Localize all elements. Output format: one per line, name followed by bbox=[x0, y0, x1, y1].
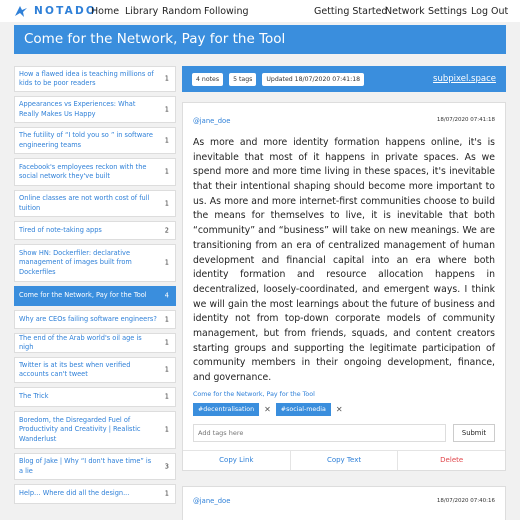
add-tag-row bbox=[193, 424, 495, 442]
sidebar-item-label: Why are CEOs failing software engineers? bbox=[19, 314, 157, 323]
sidebar-item-count: 1 bbox=[164, 74, 169, 83]
sidebar-item[interactable] bbox=[14, 127, 176, 154]
brand[interactable] bbox=[14, 4, 97, 18]
sidebar-item[interactable] bbox=[14, 66, 176, 92]
sidebar-item-label: Online classes are not worth cost of full tuition bbox=[19, 194, 150, 212]
sidebar-item[interactable] bbox=[14, 96, 176, 123]
sidebar-item-label: How a flawed idea is teaching millions of kids to be poor readers bbox=[19, 69, 154, 87]
sidebar-item-label: Appearances vs Experiences: What Really Makes Us Happy bbox=[19, 100, 136, 118]
nav-random[interactable]: Random bbox=[162, 6, 202, 17]
sidebar-item-label: Help… Where did all the design... bbox=[19, 489, 130, 498]
sidebar-item-label: Facebook's employees reckon with the social network they've built bbox=[19, 162, 147, 180]
sidebar-item-count: 1 bbox=[164, 198, 169, 207]
note-actions bbox=[183, 450, 505, 470]
nav-library[interactable]: Library bbox=[125, 6, 159, 17]
sidebar-item-count: 1 bbox=[164, 314, 169, 323]
sidebar bbox=[14, 66, 176, 508]
sidebar-item-label: Twitter is at its best when verified accounts can't tweet bbox=[19, 360, 131, 378]
sidebar-item[interactable] bbox=[14, 357, 176, 383]
sidebar-item-label: The futility of “I told you so ” in software engineering teams bbox=[19, 131, 153, 149]
source-site-link[interactable]: subpixel.space bbox=[433, 74, 496, 84]
sidebar-item-label: Come for the Network, Pay for the Tool bbox=[19, 291, 147, 300]
sidebar-item-count: 1 bbox=[164, 104, 169, 113]
tag-chip[interactable]: #decentralisation bbox=[193, 403, 259, 416]
nav-settings[interactable]: Settings bbox=[428, 6, 467, 17]
sidebar-item-label: Tired of note-taking apps bbox=[19, 225, 102, 234]
nav-getting-started[interactable]: Getting Started bbox=[314, 6, 388, 17]
copy-text-button[interactable]: Copy Text bbox=[290, 451, 398, 470]
note-timestamp: 18/07/2020 07:41:18 bbox=[436, 117, 495, 123]
stats-bar bbox=[182, 66, 506, 92]
sidebar-item[interactable] bbox=[14, 221, 176, 240]
remove-tag-icon[interactable]: ✕ bbox=[264, 404, 271, 414]
delete-button[interactable]: Delete bbox=[397, 451, 505, 470]
top-navbar bbox=[0, 0, 520, 22]
sidebar-item[interactable] bbox=[14, 190, 176, 217]
note-text: As more and more identity formation happens online, it's is inevitable that most of it happens in private spaces. As we spend more and more time living in these spaces, it's inevitable that their intentional shaping should become more important to us. As more and more internet-first communities choose to build the means for themselves to live, it is inevitable that both “community” and “business” will take on new meanings. We are transitioning from an era of centralized management of human development and financial capital into an era where both identity formation and resource allocation happens in decentralized, loosely-coordinated, and emergent ways. I think we will gain the most learnings about the future of business and identity not from top-down corporate models of community management, but from friends, squads, and content creators starting groups and supporting the legitimate participation of community members in their ongoing development, finance, and governance. bbox=[193, 137, 495, 383]
submit-button[interactable]: Submit bbox=[453, 424, 495, 442]
sidebar-item-count: 1 bbox=[164, 489, 169, 498]
sidebar-item-count: 4 bbox=[164, 291, 169, 300]
notes-count-badge: 4 notes bbox=[192, 73, 223, 86]
brand-name: NOTADO bbox=[34, 5, 98, 17]
add-tags-input[interactable] bbox=[193, 424, 446, 442]
sidebar-item[interactable] bbox=[14, 453, 176, 480]
copy-link-button[interactable]: Copy Link bbox=[219, 456, 254, 465]
bird-logo-icon bbox=[14, 4, 28, 18]
tag-chip[interactable]: #social-media bbox=[276, 403, 331, 416]
note-timestamp: 18/07/2020 07:40:16 bbox=[436, 498, 495, 504]
sidebar-item-count: 1 bbox=[164, 365, 169, 374]
note-author-link[interactable]: @jane_doe bbox=[193, 117, 231, 125]
sidebar-item[interactable] bbox=[14, 387, 176, 407]
sidebar-item-count: 2 bbox=[164, 225, 169, 234]
sidebar-item-count: 1 bbox=[164, 258, 169, 267]
note-author-link[interactable]: @jane_doe bbox=[193, 497, 231, 505]
sidebar-item[interactable] bbox=[14, 411, 176, 449]
nav-home[interactable]: Home bbox=[91, 6, 120, 17]
sidebar-item-count: 1 bbox=[164, 167, 169, 176]
note-tags bbox=[193, 403, 495, 416]
sidebar-item[interactable] bbox=[14, 158, 176, 186]
main-content bbox=[182, 66, 506, 505]
note-card bbox=[182, 486, 506, 520]
updated-badge: Updated 18/07/2020 07:41:18 bbox=[262, 73, 364, 86]
sidebar-item-label: Show HN: Dockerfiler: declarative management of images built from Dockerfiles bbox=[19, 249, 132, 276]
nav-following[interactable]: Following bbox=[204, 6, 249, 17]
sidebar-item-label: Boredom, the Disregarded Fuel of Productivity and Creativity | Realistic Wanderlust bbox=[19, 416, 141, 443]
sidebar-item[interactable] bbox=[14, 333, 176, 353]
sidebar-item-count: 1 bbox=[164, 392, 169, 401]
page-title: Come for the Network, Pay for the Tool bbox=[14, 25, 506, 54]
nav-log-out[interactable]: Log Out bbox=[471, 6, 509, 17]
nav-network[interactable]: Network bbox=[385, 6, 425, 17]
sidebar-item[interactable] bbox=[14, 244, 176, 282]
sidebar-item-count: 1 bbox=[164, 425, 169, 434]
sidebar-item-label: The Trick bbox=[19, 392, 49, 401]
sidebar-item[interactable] bbox=[14, 310, 176, 329]
note-source-link[interactable]: Come for the Network, Pay for the Tool bbox=[193, 390, 315, 398]
sidebar-item-count: 3 bbox=[164, 461, 169, 470]
sidebar-item-label: The end of the Arab world's oil age is nigh bbox=[19, 333, 142, 351]
sidebar-item-label: Blog of Jake | Why “I don't have time” is a lie bbox=[19, 457, 152, 475]
sidebar-item-count: 1 bbox=[164, 338, 169, 347]
note-card bbox=[182, 102, 506, 471]
sidebar-item[interactable] bbox=[14, 484, 176, 504]
sidebar-item-count: 1 bbox=[164, 135, 169, 144]
remove-tag-icon[interactable]: ✕ bbox=[335, 404, 343, 414]
tags-count-badge: 5 tags bbox=[229, 73, 256, 86]
sidebar-item-active[interactable] bbox=[14, 286, 176, 306]
